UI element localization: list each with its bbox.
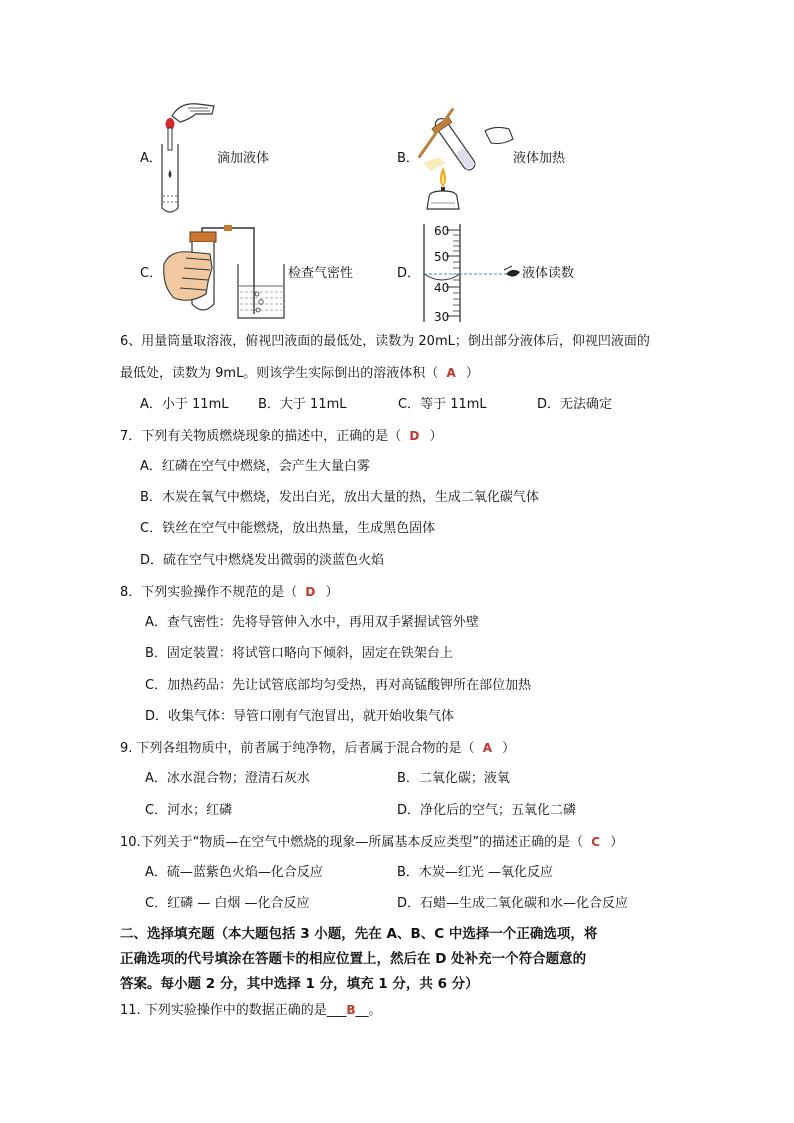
q7-answer: D xyxy=(409,429,420,443)
q7-stem: 7．下列有关物质燃烧现象的描述中，正确的是（ xyxy=(120,429,402,444)
q6-close: ） xyxy=(465,366,479,381)
figure-b-label: 液体加热 xyxy=(513,151,566,166)
q10-option-d: D．石蜡—生成二氧化碳和水—化合反应 xyxy=(397,896,629,911)
q9-option-d: D．净化后的空气；五氧化二磷 xyxy=(397,803,577,818)
figure-c-letter: C． xyxy=(140,266,163,281)
q9-answer: A xyxy=(482,741,492,755)
q9-option-c: C．河水；红磷 xyxy=(145,803,233,818)
cylinder-tick-40: 40 xyxy=(434,281,450,295)
figure-a-letter: A． xyxy=(140,151,162,166)
q8-line xyxy=(120,584,339,601)
section2-line3: 答案。每小题 2 分，其中选择 1 分，填充 1 分，共 6 分） xyxy=(120,976,479,992)
q11-line xyxy=(120,1002,381,1019)
cylinder-tick-50: 50 xyxy=(434,250,450,264)
q7-option-d: D．硫在空气中燃烧发出微弱的淡蓝色火焰 xyxy=(140,553,385,568)
q8-option-d: D．收集气体：导管口刚有气泡冒出，就开始收集气体 xyxy=(145,709,455,724)
q10-option-b: B．木炭—红光 —氧化反应 xyxy=(397,865,554,880)
q11-blank-before: ___ xyxy=(326,1003,347,1018)
q9-close: ） xyxy=(502,741,516,756)
airtightness-check-illustration xyxy=(160,224,300,324)
q10-option-c: C．红磷 — 白烟 —化合反应 xyxy=(145,896,310,911)
q7-option-c: C．铁丝在空气中能燃烧，放出热量，生成黑色固体 xyxy=(140,521,436,536)
q9-stem: 9. 下列各组物质中，前者属于纯净物，后者属于混合物的是（ xyxy=(120,741,475,756)
q11-blank-after: __。 xyxy=(355,1003,382,1018)
cylinder-tick-60: 60 xyxy=(434,224,450,238)
q6-line1: 6、用量筒量取溶液，俯视凹液面的最低处，读数为 20mL；倒出部分液体后，仰视凹液面的 xyxy=(120,334,650,349)
q6-option-c: C．等于 11mL xyxy=(398,397,487,412)
q7-option-b: B．木炭在氧气中燃烧，发出白光，放出大量的热，生成二氧化碳气体 xyxy=(140,490,539,505)
figure-a-label: 滴加液体 xyxy=(217,151,270,166)
q8-answer: D xyxy=(305,585,316,599)
q11-stem: 11. 下列实验操作中的数据正确的是 xyxy=(120,1003,327,1018)
q9-option-b: B．二氧化碳；液氧 xyxy=(397,771,510,786)
q10-close: ） xyxy=(610,835,624,850)
q9-line xyxy=(120,740,515,757)
q10-option-a: A．硫—蓝紫色火焰—化合反应 xyxy=(145,865,323,880)
figure-d-label: 液体读数 xyxy=(522,266,575,281)
q10-line xyxy=(120,834,623,851)
heating-liquid-illustration xyxy=(415,103,525,213)
q8-option-a: A．查气密性：先将导管伸入水中，再用双手紧握试管外壁 xyxy=(145,615,479,630)
section2-line1: 二、选择填充题（本大题包括 3 小题，先在 A、B、C 中选择一个正确选项，将 xyxy=(120,926,598,942)
section2-line2: 正确选项的代号填涂在答题卡的相应位置上，然后在 D 处补充一个符合题意的 xyxy=(120,951,587,967)
q10-stem: 10.下列关于“物质—在空气中燃烧的现象—所属基本反应类型”的描述正确的是（ xyxy=(120,835,584,850)
q7-line xyxy=(120,428,443,445)
dropper-test-tube-illustration xyxy=(150,98,220,218)
q9-option-a: A．冰水混合物；澄清石灰水 xyxy=(145,771,310,786)
q8-close: ） xyxy=(325,585,339,600)
figure-d-letter: D． xyxy=(397,266,421,281)
q6-stem: 最低处，读数为 9mL。则该学生实际倒出的溶液体积（ xyxy=(120,366,439,381)
cylinder-tick-30: 30 xyxy=(434,310,450,324)
q6-option-b: B．大于 11mL xyxy=(258,397,347,412)
q6-option-d: D．无法确定 xyxy=(537,397,613,412)
q6-answer: A xyxy=(446,366,456,380)
figure-b-letter: B． xyxy=(397,151,419,166)
q6-option-a: A．小于 11mL xyxy=(140,397,229,412)
q8-option-c: C．加热药品：先让试管底部均匀受热，再对高锰酸钾所在部位加热 xyxy=(145,678,532,693)
q7-option-a: A．红磷在空气中燃烧，会产生大量白雾 xyxy=(140,459,370,474)
q11-answer: B xyxy=(346,1003,356,1017)
q8-stem: 8．下列实验操作不规范的是（ xyxy=(120,585,298,600)
q8-option-b: B．固定装置：将试管口略向下倾斜，固定在铁架台上 xyxy=(145,646,453,661)
figure-c-label: 检查气密性 xyxy=(288,266,354,281)
q10-answer: C xyxy=(591,835,601,849)
q7-close: ） xyxy=(429,429,443,444)
q6-line2 xyxy=(120,365,479,382)
